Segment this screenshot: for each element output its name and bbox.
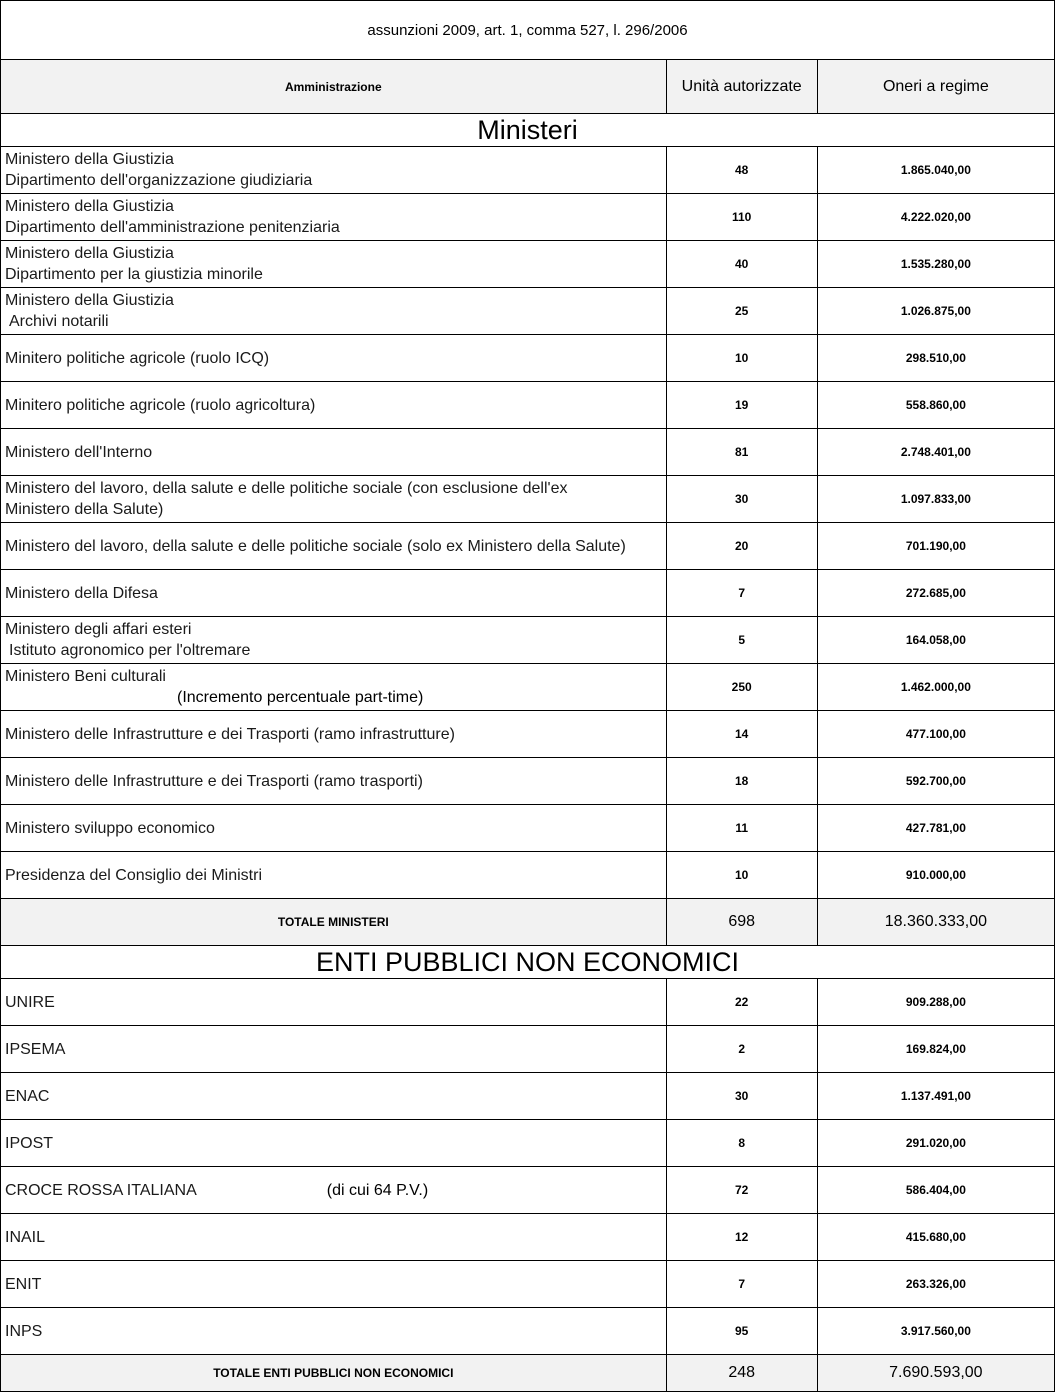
amministrazione-name: Ministero delle Infrastrutture e dei Trasporti (ramo infrastrutture) <box>5 725 455 743</box>
unita-cell: 25 <box>666 288 817 335</box>
header-oneri: Oneri a regime <box>817 60 1054 114</box>
oneri-cell: 701.190,00 <box>817 523 1054 570</box>
amministrazione-name: Ministero del lavoro, della salute e delle politiche sociale (solo ex Ministero della Salute) <box>5 537 626 555</box>
unita-cell: 40 <box>666 241 817 288</box>
amministrazione-name: Ministero della Giustizia <box>5 292 174 309</box>
oneri-cell: 4.222.020,00 <box>817 194 1054 241</box>
amministrazione-subtitle: Dipartimento dell'amministrazione penitenziaria <box>5 219 340 236</box>
table-row <box>1 1026 1055 1073</box>
oneri-cell: 477.100,00 <box>817 711 1054 758</box>
table-row <box>1 241 1055 288</box>
amministrazione-cell <box>1 476 667 523</box>
table-title: assunzioni 2009, art. 1, comma 527, l. 296/2006 <box>1 1 1055 60</box>
oneri-cell: 1.462.000,00 <box>817 664 1054 711</box>
unita-cell: 81 <box>666 429 817 476</box>
oneri-cell: 415.680,00 <box>817 1214 1054 1261</box>
amministrazione-cell <box>1 805 667 852</box>
table-row <box>1 1308 1055 1355</box>
amministrazione-subtitle: Archivi notarili <box>9 313 109 330</box>
amministrazione-name: INPS <box>5 1322 43 1340</box>
amministrazione-cell <box>1 979 667 1026</box>
oneri-cell: 298.510,00 <box>817 335 1054 382</box>
total-oneri: 18.360.333,00 <box>817 899 1054 946</box>
unita-cell: 12 <box>666 1214 817 1261</box>
amministrazione-cell <box>1 570 667 617</box>
amministrazione-name: Ministero del lavoro, della salute e delle politiche sociale (con esclusione dell'ex <box>5 480 568 497</box>
unita-cell: 95 <box>666 1308 817 1355</box>
amministrazione-cell <box>1 617 667 664</box>
total-row-ministeri <box>1 899 1055 946</box>
amministrazione-subtitle: Dipartimento dell'organizzazione giudiziaria <box>5 172 313 189</box>
amministrazione-cell <box>1 288 667 335</box>
amministrazione-subtitle: (Incremento percentuale part-time) <box>177 689 424 706</box>
table-row <box>1 335 1055 382</box>
unita-cell: 48 <box>666 147 817 194</box>
amministrazione-name: Ministero degli affari esteri <box>5 621 192 638</box>
section-title-enti: ENTI PUBBLICI NON ECONOMICI <box>1 946 1055 979</box>
oneri-cell: 169.824,00 <box>817 1026 1054 1073</box>
amministrazione-subtitle: Dipartimento per la giustizia minorile <box>5 266 263 283</box>
unita-cell: 7 <box>666 570 817 617</box>
table-row <box>1 979 1055 1026</box>
oneri-cell: 586.404,00 <box>817 1167 1054 1214</box>
amministrazione-name: Ministero sviluppo economico <box>5 819 215 837</box>
amministrazione-cell <box>1 1214 667 1261</box>
oneri-cell: 1.535.280,00 <box>817 241 1054 288</box>
total-label: TOTALE MINISTERI <box>1 899 667 946</box>
oneri-cell: 1.026.875,00 <box>817 288 1054 335</box>
oneri-cell: 272.685,00 <box>817 570 1054 617</box>
oneri-cell: 427.781,00 <box>817 805 1054 852</box>
table-row <box>1 1073 1055 1120</box>
oneri-cell: 1.097.833,00 <box>817 476 1054 523</box>
table-row <box>1 147 1055 194</box>
oneri-cell: 2.748.401,00 <box>817 429 1054 476</box>
unita-cell: 22 <box>666 979 817 1026</box>
amministrazione-name: Ministero della Giustizia <box>5 198 174 215</box>
amministrazione-cell <box>1 241 667 288</box>
section-ministeri <box>1 114 1055 147</box>
title-row <box>1 1 1055 60</box>
header-row <box>1 60 1055 114</box>
oneri-cell: 263.326,00 <box>817 1261 1054 1308</box>
amministrazione-name: Minitero politiche agricole (ruolo agricoltura) <box>5 396 316 414</box>
section-enti <box>1 946 1055 979</box>
amministrazione-name: IPSEMA <box>5 1040 66 1058</box>
table-row <box>1 1261 1055 1308</box>
amministrazione-name: Ministero delle Infrastrutture e dei Trasporti (ramo trasporti) <box>5 772 423 790</box>
oneri-cell: 3.917.560,00 <box>817 1308 1054 1355</box>
total-oneri: 7.690.593,00 <box>817 1355 1054 1392</box>
unita-cell: 8 <box>666 1120 817 1167</box>
amministrazione-name: Ministero della Giustizia <box>5 245 174 262</box>
unita-cell: 14 <box>666 711 817 758</box>
oneri-cell: 1.137.491,00 <box>817 1073 1054 1120</box>
amministrazione-name: IPOST <box>5 1134 54 1152</box>
oneri-cell: 592.700,00 <box>817 758 1054 805</box>
amministrazione-subtitle: Ministero della Salute) <box>5 501 164 518</box>
table-row <box>1 852 1055 899</box>
unita-cell: 7 <box>666 1261 817 1308</box>
amministrazione-cell <box>1 758 667 805</box>
header-unita: Unità autorizzate <box>666 60 817 114</box>
amministrazione-name: CROCE ROSSA ITALIANA <box>5 1181 197 1199</box>
unita-cell: 30 <box>666 476 817 523</box>
table-row <box>1 570 1055 617</box>
amministrazione-cell <box>1 1308 667 1355</box>
unita-cell: 20 <box>666 523 817 570</box>
unita-cell: 72 <box>666 1167 817 1214</box>
amministrazione-cell <box>1 382 667 429</box>
oneri-cell: 164.058,00 <box>817 617 1054 664</box>
unita-cell: 18 <box>666 758 817 805</box>
amministrazione-name: Minitero politiche agricole (ruolo ICQ) <box>5 349 270 367</box>
amministrazione-subtitle: Istituto agronomico per l'oltremare <box>9 642 251 659</box>
oneri-cell: 910.000,00 <box>817 852 1054 899</box>
total-unita: 698 <box>666 899 817 946</box>
amministrazione-cell <box>1 852 667 899</box>
amministrazione-cell <box>1 429 667 476</box>
amministrazione-cell <box>1 1073 667 1120</box>
table-row <box>1 617 1055 664</box>
total-row-enti <box>1 1355 1055 1392</box>
table-row <box>1 523 1055 570</box>
table-row <box>1 758 1055 805</box>
amministrazione-cell <box>1 1120 667 1167</box>
amministrazione-name: Ministero Beni culturali <box>5 668 166 685</box>
amministrazione-cell <box>1 664 667 711</box>
unita-cell: 250 <box>666 664 817 711</box>
amministrazione-cell <box>1 1261 667 1308</box>
oneri-cell: 909.288,00 <box>817 979 1054 1026</box>
table-row <box>1 805 1055 852</box>
amministrazione-name: ENIT <box>5 1275 42 1293</box>
unita-cell: 11 <box>666 805 817 852</box>
table-row <box>1 288 1055 335</box>
amministrazione-cell <box>1 523 667 570</box>
amministrazione-name: UNIRE <box>5 993 55 1011</box>
table-row <box>1 1120 1055 1167</box>
amministrazione-cell <box>1 1026 667 1073</box>
section-title-ministeri: Ministeri <box>1 114 1055 147</box>
amministrazione-name: INAIL <box>5 1228 46 1246</box>
unita-cell: 10 <box>666 335 817 382</box>
amministrazione-cell <box>1 194 667 241</box>
amministrazione-name: ENAC <box>5 1087 50 1105</box>
oneri-cell: 1.865.040,00 <box>817 147 1054 194</box>
amministrazione-cell <box>1 1167 667 1214</box>
table-row <box>1 711 1055 758</box>
table-row <box>1 1167 1055 1214</box>
amministrazione-name: Ministero dell'Interno <box>5 443 153 461</box>
unita-cell: 19 <box>666 382 817 429</box>
amministrazione-name: Ministero della Giustizia <box>5 151 174 168</box>
table-row <box>1 476 1055 523</box>
amministrazione-cell <box>1 335 667 382</box>
oneri-cell: 291.020,00 <box>817 1120 1054 1167</box>
unita-cell: 110 <box>666 194 817 241</box>
amministrazione-note: (di cui 64 P.V.) <box>326 1181 429 1199</box>
unita-cell: 5 <box>666 617 817 664</box>
unita-cell: 2 <box>666 1026 817 1073</box>
table-row <box>1 664 1055 711</box>
amministrazione-cell <box>1 147 667 194</box>
amministrazione-name: Ministero della Difesa <box>5 584 158 602</box>
amministrazione-name: Presidenza del Consiglio dei Ministri <box>5 866 263 884</box>
unita-cell: 30 <box>666 1073 817 1120</box>
amministrazione-cell <box>1 711 667 758</box>
table-row <box>1 382 1055 429</box>
total-label: TOTALE ENTI PUBBLICI NON ECONOMICI <box>1 1355 667 1392</box>
unita-cell: 10 <box>666 852 817 899</box>
oneri-cell: 558.860,00 <box>817 382 1054 429</box>
total-unita: 248 <box>666 1355 817 1392</box>
table-row <box>1 1214 1055 1261</box>
header-amministrazione: Amministrazione <box>1 60 667 114</box>
table-row <box>1 429 1055 476</box>
table-row <box>1 194 1055 241</box>
